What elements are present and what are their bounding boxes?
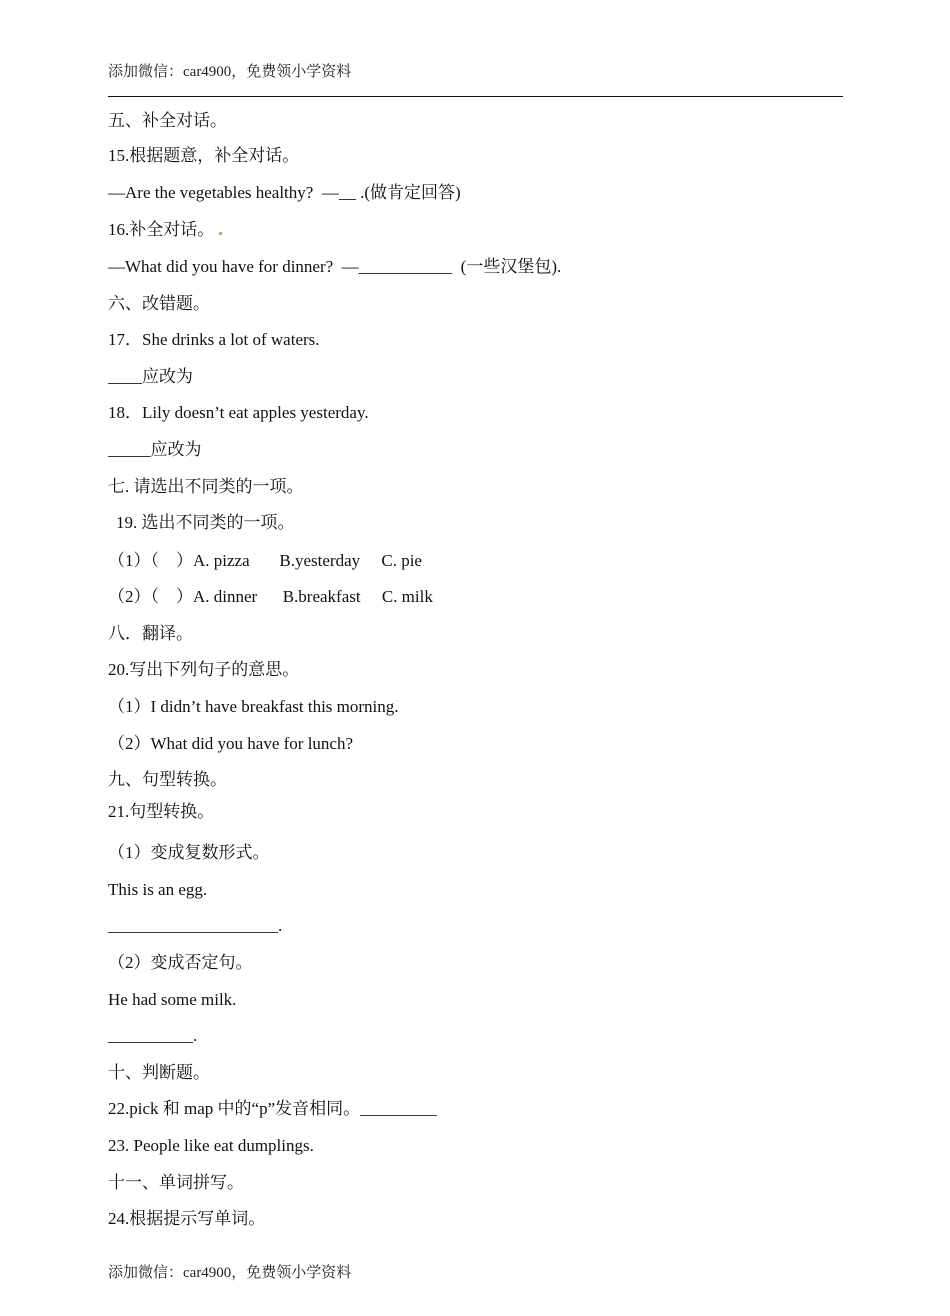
question-17-answer: ____应改为 (108, 367, 193, 386)
question-18: 18．Lily doesn’t eat apples yesterday. (108, 403, 369, 422)
section-7-title: 七. 请选出不同类的一项。 (108, 477, 304, 496)
question-21-sentence-1: This is an egg. (108, 880, 208, 899)
header-rule (108, 96, 843, 97)
question-21-sentence-2: He had some milk. (108, 990, 237, 1009)
mark-dot (219, 232, 222, 235)
question-20: 20.写出下列句子的意思。 (108, 660, 300, 679)
question-15-dialogue: —Are the vegetables healthy? —__ .(做肯定回答) (108, 183, 461, 202)
question-19-option-2: （2）（ ）A. dinner B.breakfast C. milk (108, 587, 433, 606)
question-24: 24.根据提示写单词。 (108, 1209, 266, 1228)
question-15: 15.根据题意，补全对话。 (108, 146, 300, 165)
question-21: 21.句型转换。 (108, 802, 215, 821)
question-21-item-1: （1）变成复数形式。 (108, 843, 270, 862)
section-10-title: 十、判断题。 (108, 1063, 210, 1082)
question-20-item-2: （2）What did you have for lunch? (108, 734, 354, 753)
section-6-title: 六、改错题。 (108, 294, 210, 313)
question-19-option-1: （1）（ ）A. pizza B.yesterday C. pie (108, 551, 422, 570)
section-9-title: 九、句型转换。 (108, 770, 227, 789)
question-17: 17．She drinks a lot of waters. (108, 330, 320, 349)
footer-note: 添加微信：car4900，免费领小学资料 (108, 1265, 352, 1281)
header-note: 添加微信：car4900，免费领小学资料 (108, 64, 352, 80)
section-11-title: 十一、单词拼写。 (108, 1173, 244, 1192)
section-8-title: 八．翻译。 (108, 624, 193, 643)
question-22: 22.pick 和 map 中的“p”发音相同。_________ (108, 1099, 437, 1118)
question-18-answer: _____应改为 (108, 440, 202, 459)
question-16-text: 16.补全对话。 (108, 220, 215, 239)
question-21-answer-1: ____________________. (108, 916, 283, 935)
question-16 (108, 219, 222, 241)
question-21-answer-2: __________. (108, 1026, 198, 1045)
section-5-title: 五、补全对话。 (108, 111, 227, 130)
question-19: 19. 选出不同类的一项。 (116, 513, 295, 532)
question-23: 23. People like eat dumplings. (108, 1136, 314, 1155)
question-20-item-1: （1）I didn’t have breakfast this morning. (108, 697, 399, 716)
question-16-dialogue: —What did you have for dinner? —___________ (一些汉堡包). (108, 257, 562, 276)
question-21-item-2: （2）变成否定句。 (108, 953, 253, 972)
